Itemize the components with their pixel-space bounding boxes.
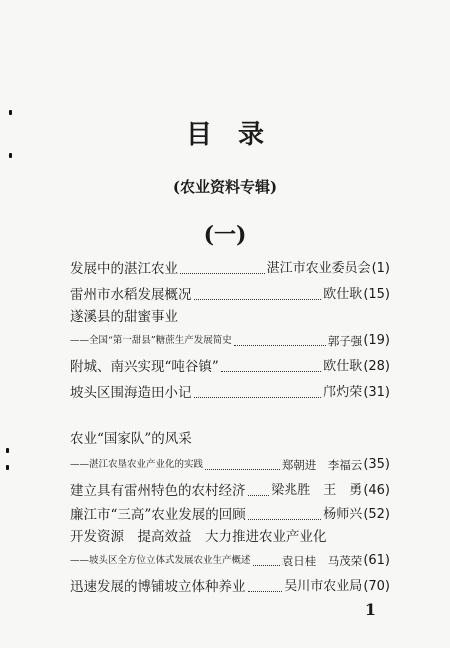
entry-author: 郭子强: [327, 334, 363, 348]
scan-mark: [9, 153, 12, 158]
entry-page: (1): [371, 261, 390, 276]
toc-section-heading: 开发资源 提高效益 大力推进农业产业化: [70, 529, 327, 545]
entry-page: (46): [363, 483, 390, 498]
entry-title: 廉江市“三高”农业发展的回顾: [70, 507, 246, 523]
dot-leader: [205, 458, 280, 470]
entry-title: 迅速发展的博铺坡立体种养业: [70, 579, 246, 595]
volume-number: (一): [203, 222, 247, 248]
page-number: 1: [364, 600, 376, 619]
entry-author: 欧仕耿: [323, 287, 363, 302]
entry-author: 梁兆胜 王 勇: [271, 483, 363, 498]
entry-title: 建立具有雷州特色的农村经济: [70, 483, 246, 499]
scan-mark: [9, 110, 12, 115]
dot-leader: [248, 508, 321, 520]
toc-entry[interactable]: [70, 256, 390, 278]
entry-author: 郑朝进 李福云: [281, 458, 363, 472]
toc-entry[interactable]: [70, 452, 390, 474]
dot-leader: [221, 360, 321, 372]
entry-title: ——全国“第一甜县”糖蔗生产发展简史: [70, 335, 232, 346]
entry-author: 湛江市农业委员会: [266, 261, 371, 276]
toc-entry[interactable]: [70, 380, 390, 402]
entry-author: 欧仕耿: [323, 359, 363, 374]
scan-mark: [6, 448, 9, 453]
toc-entry[interactable]: [70, 574, 390, 596]
entry-title: 附城、南兴实现“吨谷镇”: [70, 359, 219, 375]
entry-author: 邝灼荣: [323, 385, 363, 400]
scan-mark: [6, 465, 9, 470]
toc-entry[interactable]: [70, 502, 390, 524]
dot-leader: [248, 484, 270, 496]
entry-title: ——湛江农垦农业产业化的实践: [70, 459, 204, 470]
entry-author: 杨师兴: [323, 507, 363, 522]
dot-leader: [234, 334, 326, 346]
toc-entry[interactable]: [70, 328, 390, 350]
toc-section-heading: 农业“国家队”的风采: [70, 431, 192, 447]
entry-page: (15): [363, 287, 390, 302]
entry-page: (70): [363, 579, 390, 594]
entry-page: (61): [363, 553, 390, 568]
dot-leader: [194, 386, 322, 398]
entry-title: 发展中的湛江农业: [70, 261, 178, 277]
entry-page: (52): [363, 507, 390, 522]
entry-title: ——坡头区全方位立体式发展农业生产概述: [70, 555, 251, 566]
entry-page: (31): [363, 385, 390, 400]
toc-entry[interactable]: [70, 548, 390, 570]
entry-page: (19): [363, 333, 390, 348]
toc-section-heading: 遂溪县的甜蜜事业: [70, 309, 178, 325]
toc-entry[interactable]: [70, 282, 390, 304]
toc-entry[interactable]: [70, 354, 390, 376]
dot-leader: [180, 262, 265, 274]
entry-page: (28): [363, 359, 390, 374]
dot-leader: [194, 288, 322, 300]
page-title: 目录: [185, 120, 290, 150]
subtitle: (农业资料专辑): [172, 178, 278, 196]
toc-entry[interactable]: [70, 478, 390, 500]
entry-author: 吴川市农业局: [284, 579, 363, 594]
entry-title: 雷州市水稻发展概况: [70, 287, 192, 303]
entry-title: 坡头区围海造田小记: [70, 385, 192, 401]
dot-leader: [248, 580, 283, 592]
dot-leader: [253, 554, 280, 566]
entry-author: 袁日桂 马茂荣: [281, 554, 363, 568]
entry-page: (35): [363, 457, 390, 472]
